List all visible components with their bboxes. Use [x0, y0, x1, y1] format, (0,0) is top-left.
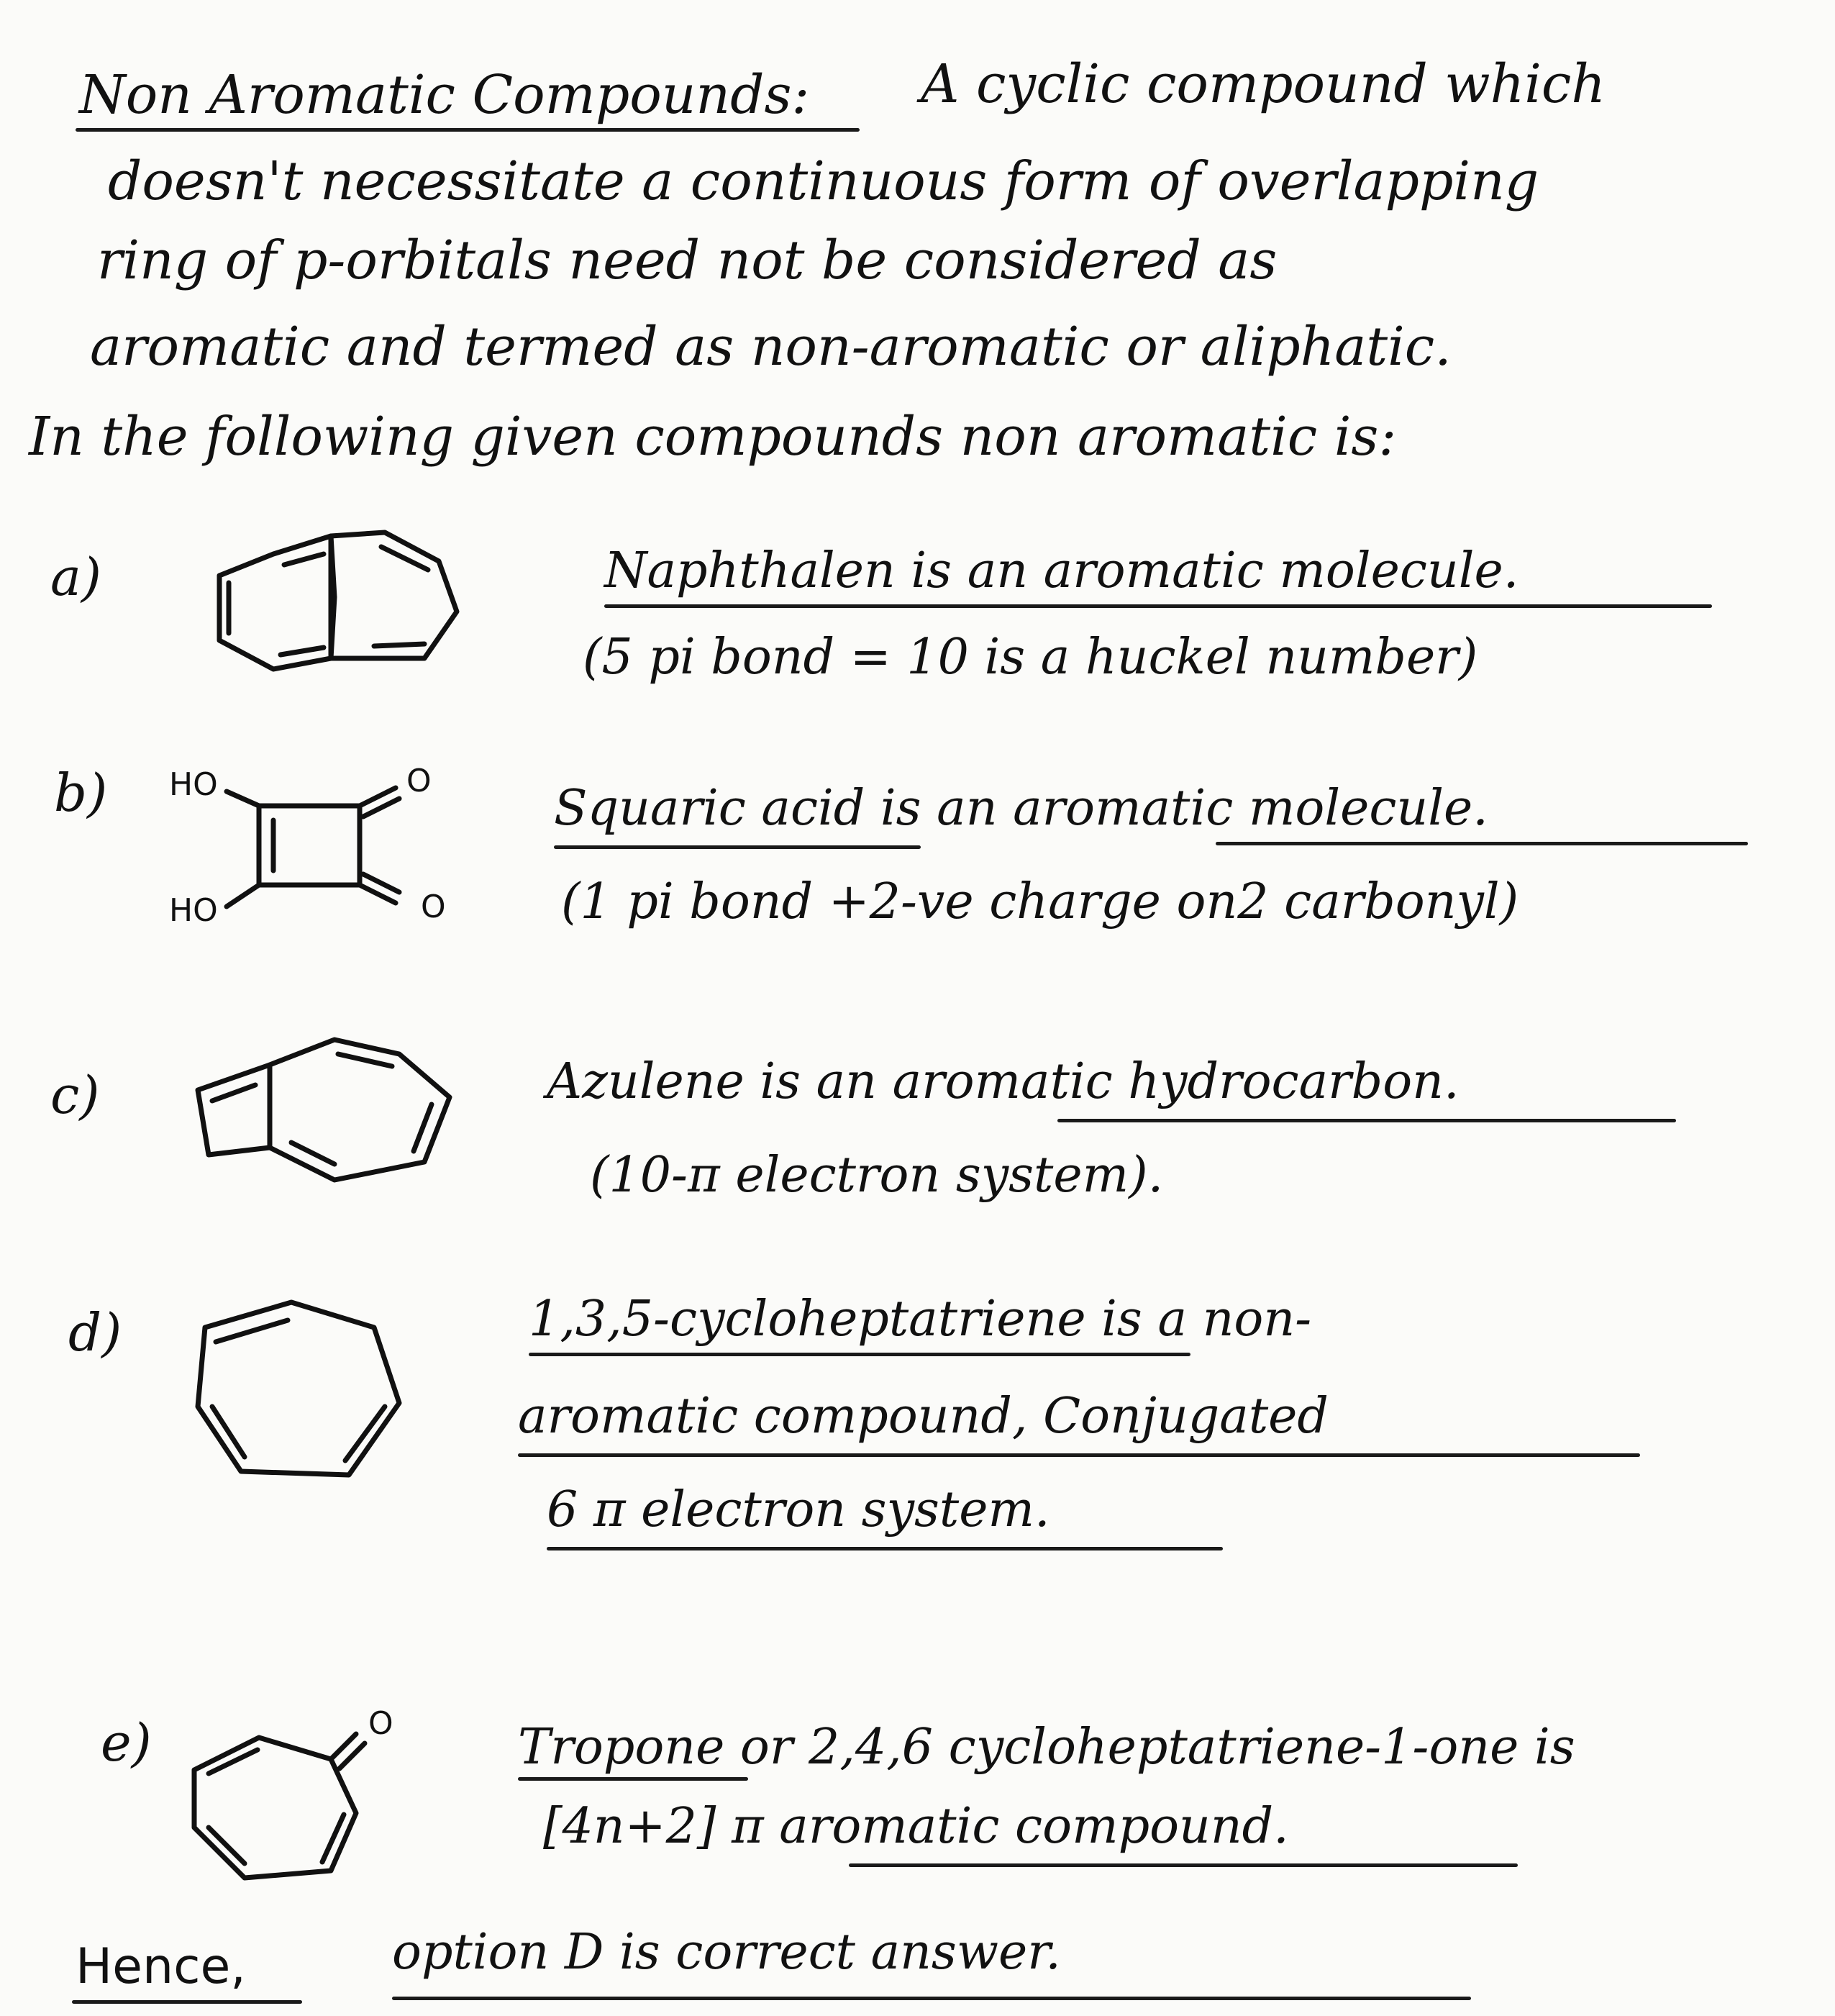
- option-d-label: d): [68, 1302, 122, 1363]
- tropone-structure-icon: [180, 1691, 396, 1892]
- o-bottom-label: O: [421, 889, 446, 925]
- option-e-underline-2: [849, 1863, 1518, 1867]
- intro-line3: ring of p-orbitals need not be considered as: [97, 230, 1278, 291]
- option-c-line2: (10-π electron system).: [590, 1147, 1164, 1204]
- o-top-label: O: [406, 763, 432, 799]
- option-a-label: a): [50, 547, 102, 607]
- azulene-structure-icon: [183, 1022, 457, 1187]
- option-d-line2: aromatic compound, Conjugated: [518, 1388, 1329, 1445]
- intro-heading: Non Aromatic Compounds:: [79, 64, 810, 126]
- conclusion-prefix: Hence,: [76, 1938, 246, 1995]
- conclusion-prefix-underline: [72, 2000, 302, 2004]
- ho-bottom-label: HO: [169, 892, 218, 929]
- option-c-label: c): [50, 1065, 100, 1125]
- option-e-label: e): [101, 1712, 152, 1773]
- option-b-line2: (1 pi bond +2-ve charge on2 carbonyl): [561, 873, 1519, 930]
- intro-line2: doesn't necessitate a continuous form of overlapping: [108, 150, 1539, 212]
- option-b-line1: Squaric acid is an aromatic molecule.: [554, 780, 1488, 837]
- option-a-underline: [604, 604, 1712, 608]
- cycloheptatriene-structure-icon: [183, 1288, 414, 1489]
- option-e-line2: [4n+2] π aromatic compound.: [543, 1798, 1289, 1855]
- naphthalene-structure-icon: [209, 525, 482, 676]
- option-b-label: b): [54, 763, 108, 823]
- option-a-line2: (5 pi bond = 10 is a huckel number): [583, 629, 1478, 686]
- conclusion-underline: [392, 1997, 1471, 2000]
- option-b-underline-2: [1216, 842, 1748, 845]
- option-c-underline: [1057, 1119, 1676, 1122]
- option-e-line1: Tropone or 2,4,6 cycloheptatriene-1-one is: [518, 1719, 1575, 1776]
- option-b-underline-1: [554, 845, 921, 849]
- ho-top-label: HO: [169, 766, 218, 803]
- conclusion-text: option D is correct answer.: [392, 1924, 1061, 1981]
- option-e-underline-1: [518, 1777, 748, 1781]
- option-d-underline-3: [547, 1547, 1223, 1550]
- option-d-underline-2: [518, 1453, 1640, 1457]
- option-d-line1: 1,3,5-cycloheptatriene is a non-: [529, 1291, 1312, 1348]
- intro-line4: aromatic and termed as non-aromatic or aliphatic.: [90, 316, 1452, 378]
- option-c-line1: Azulene is an aromatic hydrocarbon.: [547, 1053, 1460, 1110]
- option-d-underline-1: [529, 1353, 1190, 1356]
- tropone-o-label: O: [368, 1705, 393, 1742]
- squaric-acid-structure-icon: [158, 763, 460, 928]
- option-d-line3: 6 π electron system.: [547, 1481, 1050, 1538]
- option-a-line1: Naphthalen is an aromatic molecule.: [604, 542, 1519, 599]
- intro-line1-rest: A cyclic compound which: [921, 53, 1606, 115]
- intro-line5: In the following given compounds non aromatic is:: [29, 406, 1397, 468]
- heading-underline: [76, 128, 860, 132]
